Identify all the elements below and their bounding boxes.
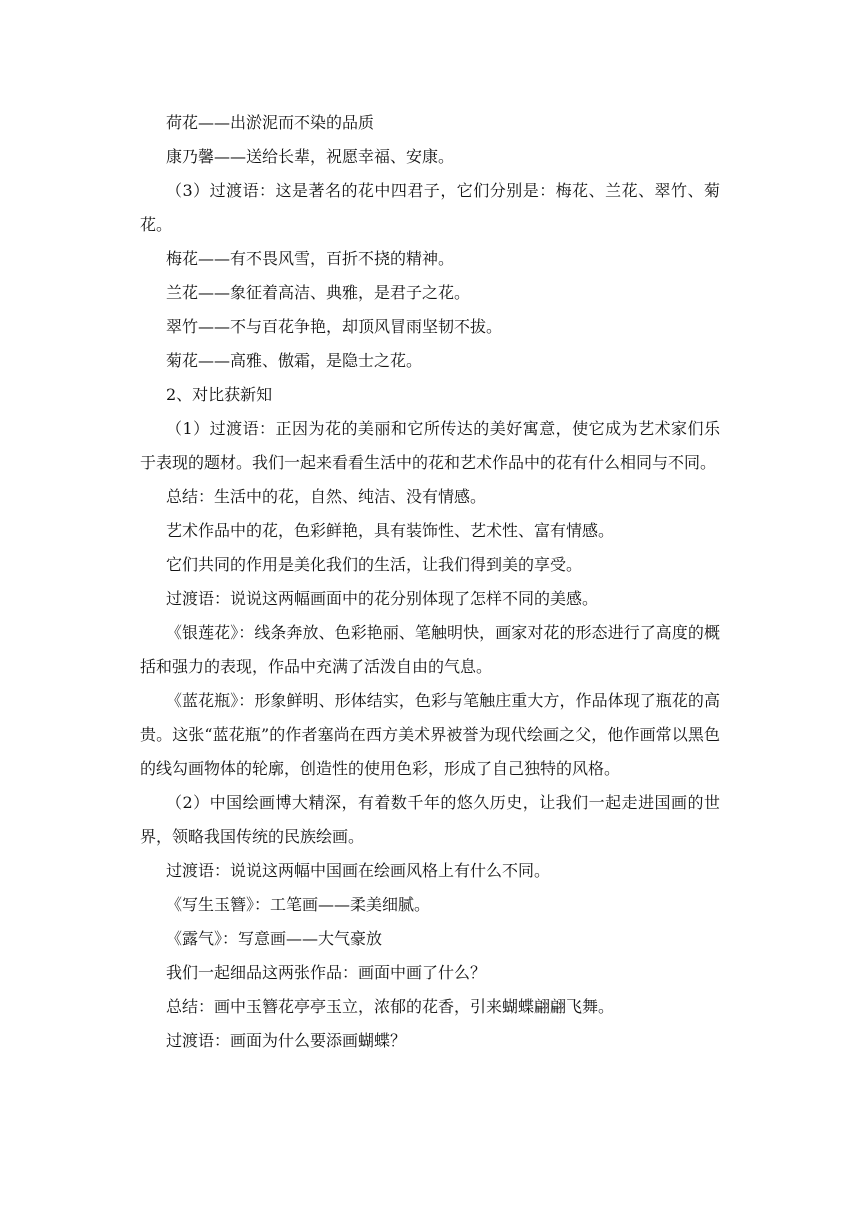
paragraph-common-function: 它们共同的作用是美化我们的生活，让我们得到美的享受。 (166, 555, 583, 574)
paragraph-lotus: 荷花——出淤泥而不染的品质 (166, 113, 375, 132)
paragraph-summary-life-flowers: 总结：生活中的花，自然、纯洁、没有情感。 (166, 487, 487, 506)
paragraph-bamboo: 翠竹——不与百花争艳，却顶风冒雨坚韧不拔。 (166, 317, 503, 336)
paragraph-question-butterflies: 过渡语：画面为什么要添画蝴蝶？ (166, 1031, 407, 1050)
paragraph-transition-art-subject: （1）过渡语：正因为花的美丽和它所传达的美好寓意，使它成为艺术家们乐于表现的题材。我们一起来看看生活中的花和艺术作品中的花有什么相同与不同。 (140, 419, 720, 472)
paragraph-dew-painting: 《露气》：写意画——大气豪放 (166, 929, 383, 948)
paragraph-orchid: 兰花——象征着高洁、典雅，是君子之花。 (166, 283, 471, 302)
paragraph-blue-vase: 《蓝花瓶》：形象鲜明、形体结实，色彩与笔触庄重大方，作品体现了瓶花的高贵。这张“蓝花瓶”的作者塞尚在西方美术界被誉为现代绘画之父，他作画常以黑色的线勾画物体的轮廓，创造性的使用色彩，形成了自己独特的风格。 (140, 691, 720, 778)
paragraph-chinese-painting: （2）中国绘画博大精深，有着数千年的悠久历史，让我们一起走进国画的世界，领略我国传统的民族绘画。 (140, 793, 720, 846)
paragraph-transition-styles: 过渡语：说说这两幅中国画在绘画风格上有什么不同。 (166, 861, 551, 880)
paragraph-plum: 梅花——有不畏风雪，百折不挠的精神。 (166, 249, 455, 268)
paragraph-anemone: 《银莲花》：线条奔放、色彩艳丽、笔触明快，画家对花的形态进行了高度的概括和强力的表现，作品中充满了活泼自由的气息。 (140, 623, 720, 676)
paragraph-hosta-painting: 《写生玉簪》：工笔画——柔美细腻。 (166, 895, 431, 914)
paragraph-art-flowers: 艺术作品中的花，色彩鲜艳，具有装饰性、艺术性、富有情感。 (166, 521, 615, 540)
section-heading-comparison: 2、对比获新知 (166, 385, 273, 404)
paragraph-appreciate-works: 我们一起细品这两张作品：画面中画了什么？ (166, 963, 487, 982)
paragraph-transition-four-gentlemen: （3）过渡语：这是著名的花中四君子，它们分别是：梅花、兰花、翠竹、菊花。 (140, 181, 720, 234)
paragraph-transition-two-paintings: 过渡语：说说这两幅画面中的花分别体现了怎样不同的美感。 (166, 589, 599, 608)
paragraph-chrysanthemum: 菊花——高雅、傲霜，是隐士之花。 (166, 351, 423, 370)
paragraph-summary-butterflies: 总结：画中玉簪花亭亭玉立，浓郁的花香，引来蝴蝶翩翩飞舞。 (166, 997, 615, 1016)
paragraph-carnation: 康乃馨——送给长辈，祝愿幸福、安康。 (166, 147, 455, 166)
document-body (140, 106, 720, 1058)
